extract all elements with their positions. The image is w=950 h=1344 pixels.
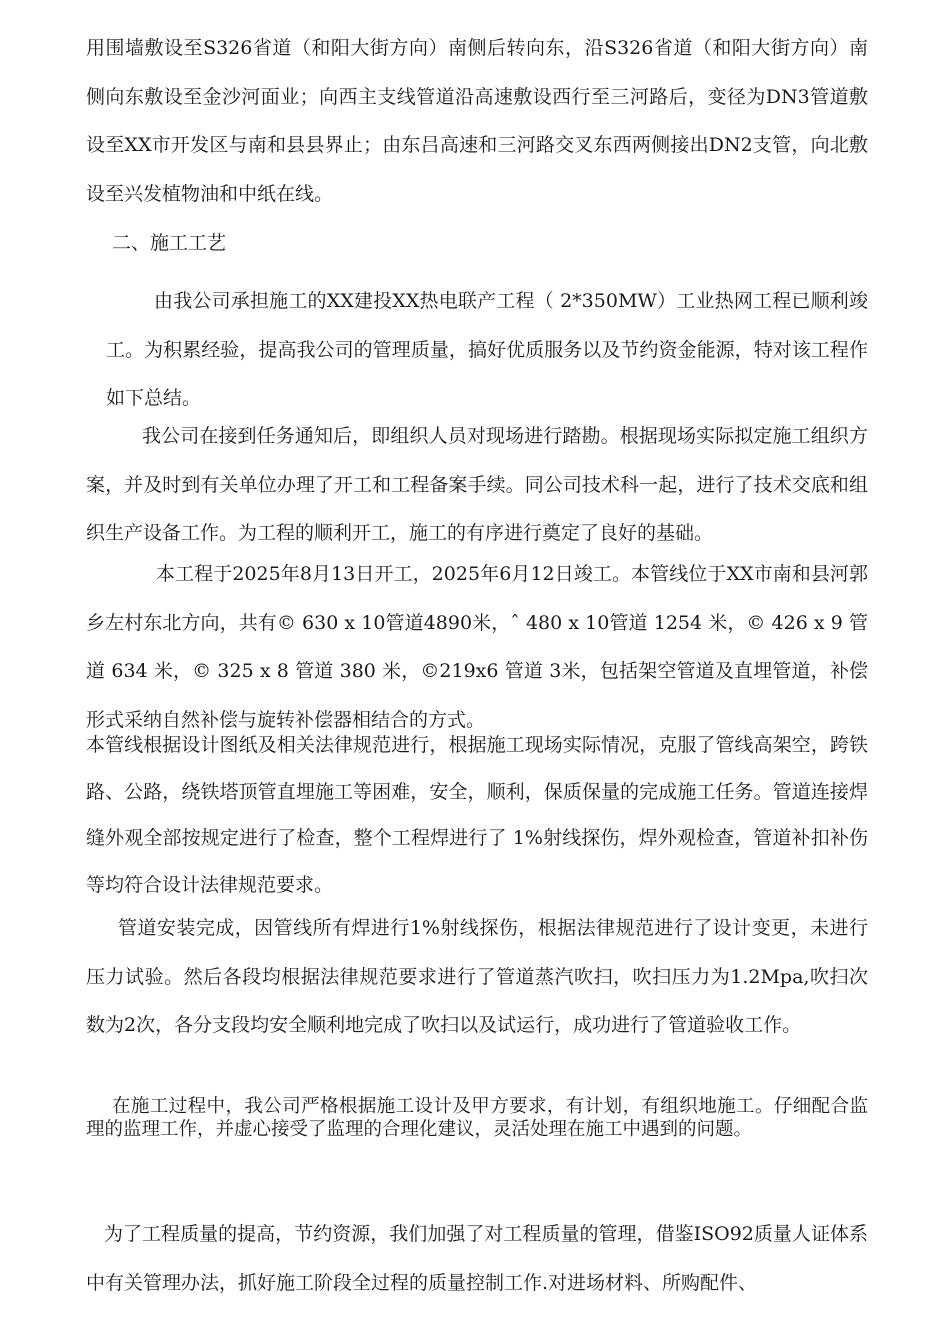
paragraph-project-summary: 由我公司承担施工的XX建投XX热电联产工程（ 2*350MW）工业热网工程已顺利竣工。为积累经验，提高我公司的管理质量，搞好优质服务以及节约资金能源，特对该工程作如下总结。	[106, 290, 868, 409]
paragraph-quality-management: 为了工程质量的提高，节约资源，我们加强了对工程质量的管理，借鉴ISO92质量人证体系中有关管理办法，抓好施工阶段全过程的质量控制工作.对进场材料、所购配件、	[86, 1223, 868, 1294]
paragraph-pipeline-route: 用围墙敷设至S326省道（和阳大街方向）南侧后转向东，沿S326省道（和阳大街方向）南侧向东敷设至金沙河面业；向西主支线管道沿高速敷设西行至三河路后，变径为DN3管道敷设至XX市开发区与南和县县界止；由东吕高速和三河路交叉东西两侧接出DN2支管，向北敷设至兴发植物油和中纸在线。	[86, 37, 868, 205]
paragraph-supervision-cooperation: 在施工过程中，我公司严格根据施工设计及甲方要求，有计划，有组织地施工。仔细配合监理的监理工作，并虚心接受了监理的合理化建议，灵活处理在施工中遇到的问题。	[86, 1096, 868, 1140]
paragraph-blowing-and-acceptance: 管道安装完成，因管线所有焊进行1%射线探伤，根据法律规范进行了设计变更，未进行压力试验。然后各段均根据法律规范要求进行了管道蒸汽吹扫，吹扫压力为1.2Mpa,吹扫次数为2次，各分支段均安全顺利地完成了吹扫以及试运行，成功进行了管道验收工作。	[86, 917, 868, 1036]
paragraph-schedule-and-pipes: 本工程于2025年8月13日开工，2025年6月12日竣工。本管线位于XX市南和县河郭乡左村东北方向，共有© 630 x 10管道4890米，ˆ 480 x 10管道 1254 米，© 426 x 9 管道 634 米，© 325 x 8 管道 380 米，©219x6 管道 3米，包括架空管道及直埋管道，补偿形式采纳自然补偿与旋转补偿器相结合的方式。	[86, 563, 868, 731]
section-heading-construction-process: 二、施工工艺	[112, 232, 227, 254]
paragraph-site-survey: 我公司在接到任务通知后，即组织人员对现场进行踏勘。根据现场实际拟定施工组织方案，并及时到有关单位办理了开工和工程备案手续。同公司技术科一起，进行了技术交底和组织生产设备工作。为工程的顺利开工，施工的有序进行奠定了良好的基础。	[86, 425, 868, 544]
paragraph-difficulties-and-inspection: 本管线根据设计图纸及相关法律规范进行，根据施工现场实际情况，克服了管线高架空，跨铁路、公路，绕铁塔顶管直埋施工等困难，安全，顺利，保质保量的完成施工任务。管道连接焊缝外观全部按规定进行了检查，整个工程焊进行了 1%射线探伤，焊外观检查，管道补扣补伤等均符合设计法律规范要求。	[86, 734, 868, 896]
